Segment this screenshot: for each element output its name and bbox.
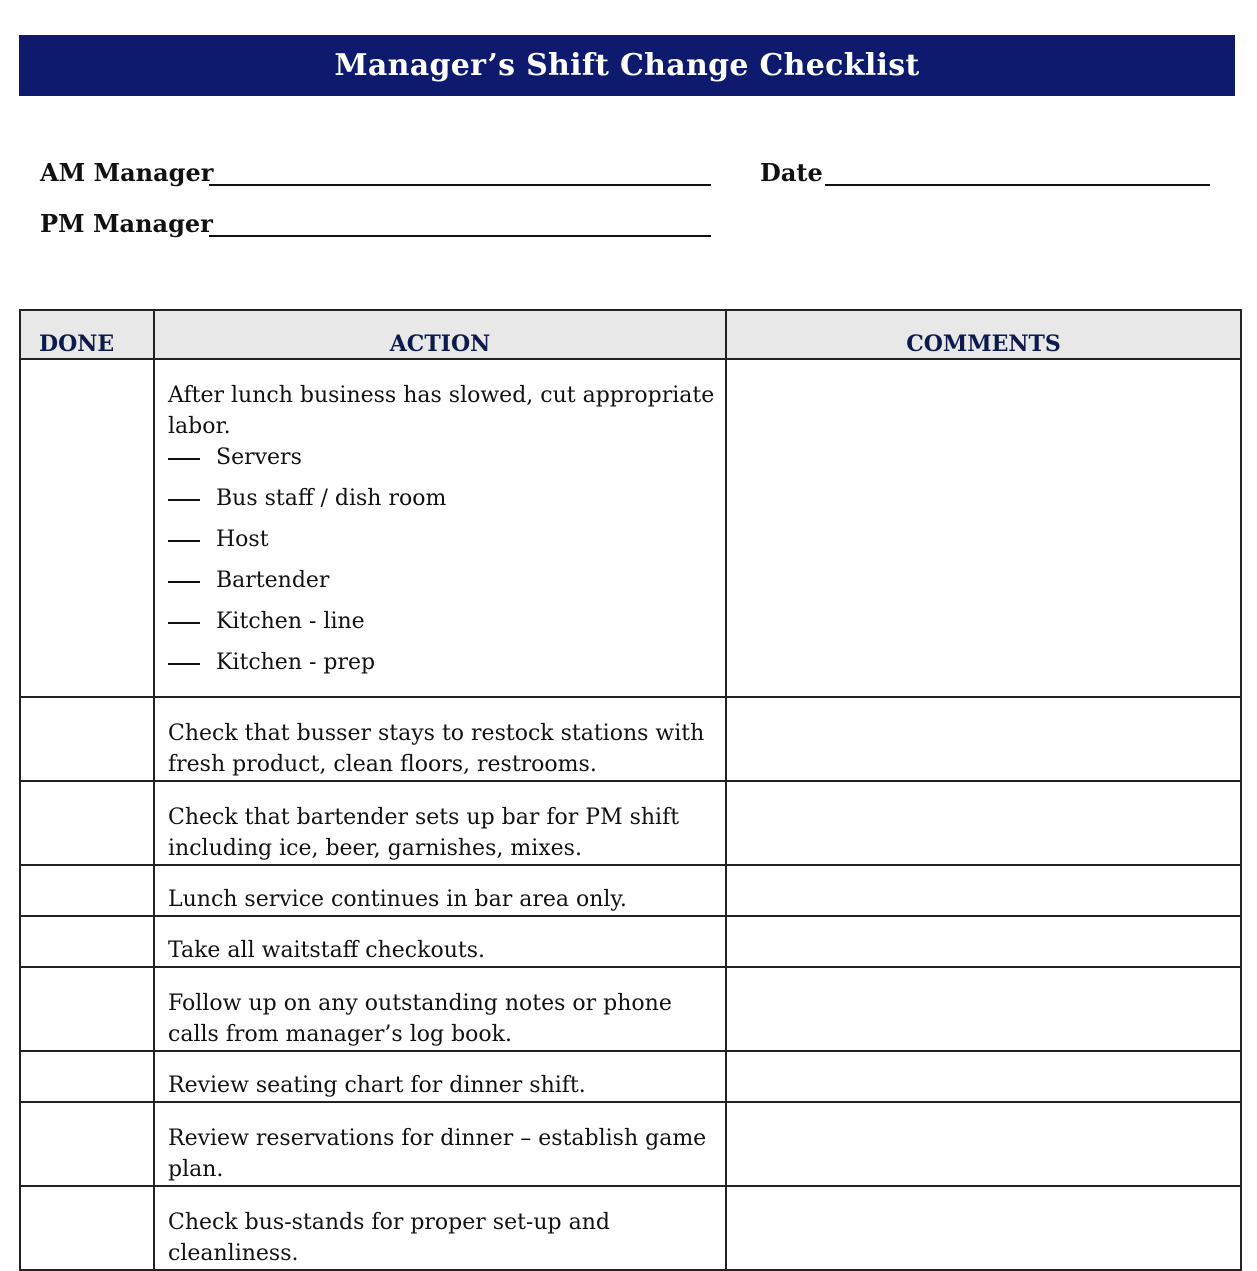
subitem-label: Host <box>216 527 269 552</box>
comments-cell[interactable] <box>726 697 1241 781</box>
table-row <box>20 697 1241 781</box>
comments-cell[interactable] <box>726 1102 1241 1186</box>
subitem-label: Bartender <box>216 568 330 593</box>
labor-subitem <box>168 606 715 647</box>
date-label: Date <box>760 158 823 187</box>
pm-manager-label: PM Manager <box>40 209 213 238</box>
table-row <box>20 916 1241 967</box>
page-title: Manager’s Shift Change Checklist <box>334 48 920 83</box>
checkbox-blank[interactable] <box>168 581 200 583</box>
comments-column-header: COMMENTS <box>726 310 1241 359</box>
labor-subitem <box>168 647 715 688</box>
comments-cell[interactable] <box>726 359 1241 697</box>
comments-cell[interactable] <box>726 967 1241 1051</box>
checkbox-blank[interactable] <box>168 540 200 542</box>
subitem-label: Kitchen - prep <box>216 650 376 675</box>
done-column-header: DONE <box>20 310 154 359</box>
subitem-label: Servers <box>216 445 302 470</box>
labor-subitem <box>168 565 715 606</box>
done-cell[interactable] <box>20 781 154 865</box>
date-field[interactable] <box>825 184 1210 186</box>
done-cell[interactable] <box>20 697 154 781</box>
pm-manager-field[interactable] <box>209 235 711 237</box>
comments-cell[interactable] <box>726 1051 1241 1102</box>
table-row <box>20 359 1241 697</box>
action-cell: Follow up on any outstanding notes or phone calls from manager’s log book. <box>154 967 726 1051</box>
checklist-table <box>19 309 1242 1271</box>
done-cell[interactable] <box>20 865 154 916</box>
table-row <box>20 1102 1241 1186</box>
am-manager-label: AM Manager <box>40 158 214 187</box>
action-cell: Check that bartender sets up bar for PM shift including ice, beer, garnishes, mixes. <box>154 781 726 865</box>
subitem-label: Bus staff / dish room <box>216 486 447 511</box>
checkbox-blank[interactable] <box>168 499 200 501</box>
done-cell[interactable] <box>20 967 154 1051</box>
table-row <box>20 1186 1241 1270</box>
labor-subitem <box>168 483 715 524</box>
action-cell: Check bus-stands for proper set-up and cleanliness. <box>154 1186 726 1270</box>
labor-subitem <box>168 442 715 483</box>
comments-cell[interactable] <box>726 865 1241 916</box>
comments-cell[interactable] <box>726 916 1241 967</box>
table-row <box>20 781 1241 865</box>
checkbox-blank[interactable] <box>168 458 200 460</box>
action-cell: Review seating chart for dinner shift. <box>154 1051 726 1102</box>
checkbox-blank[interactable] <box>168 622 200 624</box>
action-cell <box>154 359 726 697</box>
done-cell[interactable] <box>20 1186 154 1270</box>
table-header-row <box>20 310 1241 359</box>
action-cell: Lunch service continues in bar area only. <box>154 865 726 916</box>
comments-cell[interactable] <box>726 781 1241 865</box>
table-row <box>20 865 1241 916</box>
done-cell[interactable] <box>20 1102 154 1186</box>
labor-subitem <box>168 524 715 565</box>
title-banner <box>19 35 1235 96</box>
done-cell[interactable] <box>20 916 154 967</box>
action-cell: Review reservations for dinner – establish game plan. <box>154 1102 726 1186</box>
am-manager-field[interactable] <box>209 184 711 186</box>
action-text: After lunch business has slowed, cut appropriate labor. <box>168 383 715 439</box>
comments-cell[interactable] <box>726 1186 1241 1270</box>
subitem-label: Kitchen - line <box>216 609 365 634</box>
table-row <box>20 967 1241 1051</box>
action-cell: Check that busser stays to restock stations with fresh product, clean floors, restrooms. <box>154 697 726 781</box>
checkbox-blank[interactable] <box>168 663 200 665</box>
action-column-header: ACTION <box>154 310 726 359</box>
done-cell[interactable] <box>20 1051 154 1102</box>
table-row <box>20 1051 1241 1102</box>
action-cell: Take all waitstaff checkouts. <box>154 916 726 967</box>
done-cell[interactable] <box>20 359 154 697</box>
